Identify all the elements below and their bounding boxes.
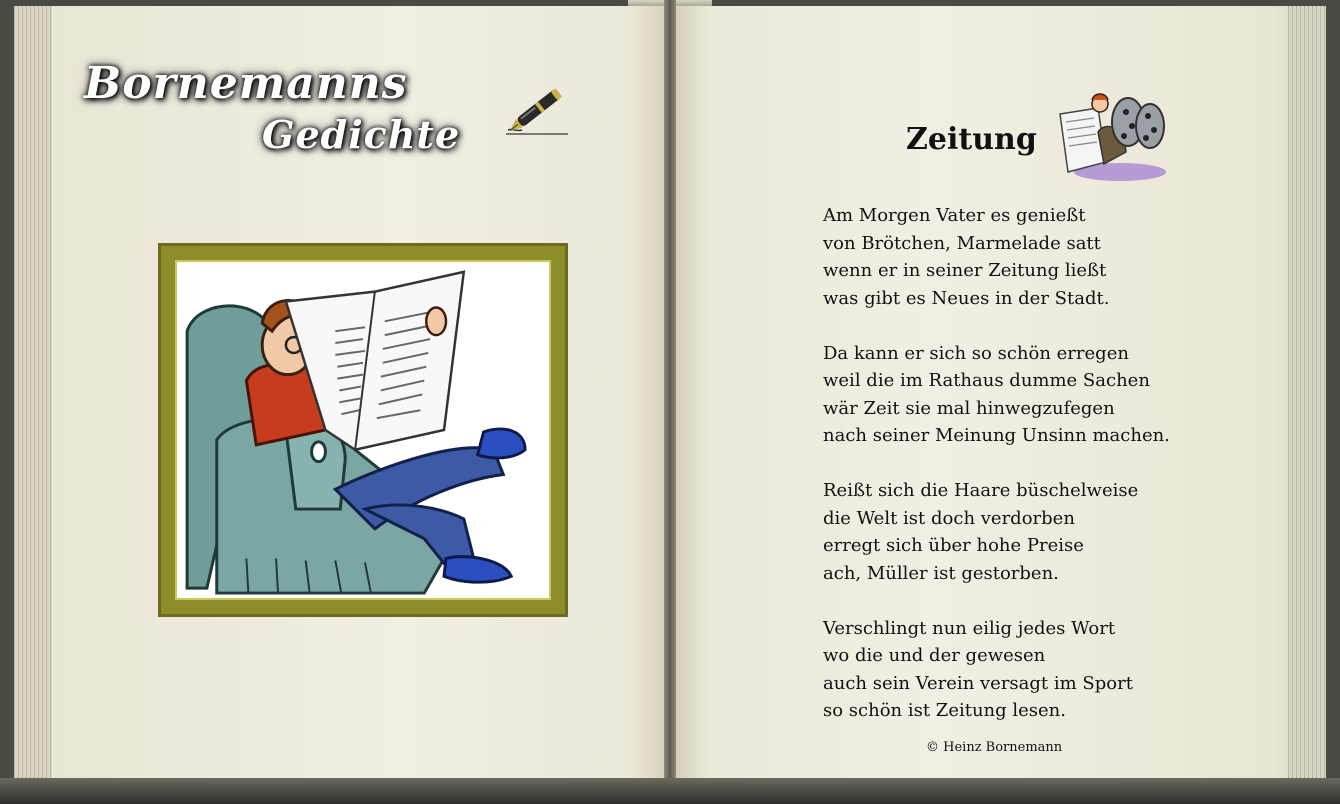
poem-stanza (823, 615, 1243, 725)
book-spine (664, 0, 676, 780)
poem-line: was gibt es Neues in der Stadt. (823, 287, 1110, 309)
poem-line: erregt sich über hohe Preise (823, 535, 1084, 556)
poem-line: die Welt ist doch verdorben (823, 507, 1075, 529)
poem-line: nach seiner Meinung Unsinn machen. (823, 425, 1170, 446)
poem-line: wenn er in seiner Zeitung ließt (823, 260, 1107, 281)
man-reading-newspaper-illustration (177, 262, 549, 598)
poem-line: Reißt sich die Haare büschelweise (823, 480, 1139, 501)
site-title-line1: Bornemanns (84, 58, 408, 109)
poem-stanza (823, 340, 1243, 450)
poem-line: Da kann er sich so schön erregen (823, 342, 1129, 364)
illustration-canvas (175, 260, 551, 600)
poem-line: auch sein Verein versagt im Sport (823, 672, 1133, 694)
poem-stanza (823, 477, 1243, 587)
poem-line: ach, Müller ist gestorben. (823, 562, 1059, 584)
poem-stanza (823, 202, 1243, 312)
poem-line: Verschlingt nun eilig jedes Wort (823, 617, 1116, 639)
newspaper-reader-icon (1054, 92, 1170, 184)
page-edge-lines (1288, 6, 1326, 778)
poem-body (823, 202, 1243, 752)
poem-title: Zeitung (906, 122, 1037, 157)
poem-line: wär Zeit sie mal hinwegzufegen (823, 397, 1115, 419)
page-edge-lines (14, 6, 52, 778)
poem-line: wo die und der gewesen (823, 645, 1046, 666)
poem-line: von Brötchen, Marmelade satt (823, 232, 1101, 254)
illustration-frame (158, 243, 568, 617)
book-cover-bottom (0, 778, 1340, 804)
poem-line: weil die im Rathaus dumme Sachen (823, 370, 1150, 391)
poem-line: so schön ist Zeitung lesen. (823, 700, 1066, 721)
fountain-pen-icon (498, 76, 578, 140)
site-title-line2: Gedichte (262, 112, 461, 157)
poem-line: Am Morgen Vater es genießt (823, 205, 1086, 226)
copyright-notice: © Heinz Bornemann (926, 740, 1063, 755)
